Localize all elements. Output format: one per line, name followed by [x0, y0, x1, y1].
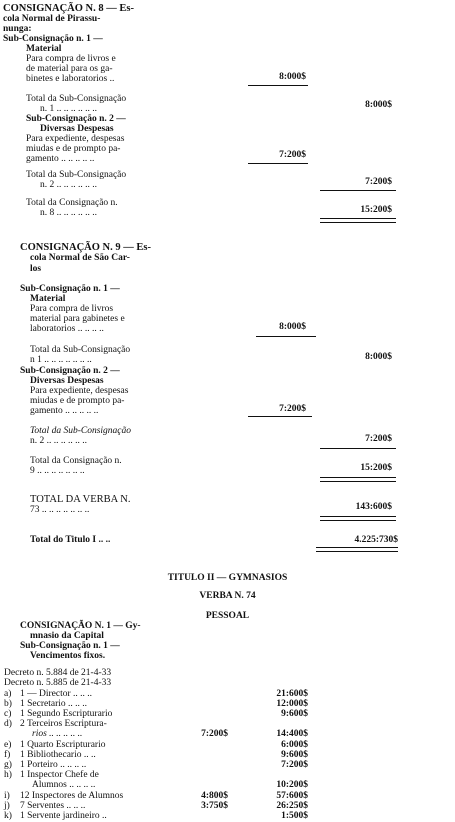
gym-decreto-1: Decreto n. 5.884 de 21-4-33: [4, 668, 112, 678]
gym-item-j-text: 7 Serventes .. .. ..: [20, 801, 86, 811]
gym-item-i-unit: 4:800$: [201, 791, 228, 801]
titulo1-rule-1: [316, 547, 398, 548]
sec9-rule-3: [320, 448, 396, 449]
gym-item-f-text: 1 Bibliothecario .. ..: [20, 750, 96, 760]
sec9-sub2-desc3: gamento .. .. .. .. ..: [30, 406, 99, 416]
sec8-sub1-desc1: Para compra de livros e: [26, 54, 116, 64]
gym-item-j-value: 26:250$: [276, 801, 308, 811]
sec8-sub1-line1: Sub-Consignação n. 1 —: [3, 34, 103, 44]
gym-item-g-text: 1 Porteiro .. .. .. ..: [20, 760, 87, 770]
gym-item-a-value: 21:600$: [276, 689, 308, 699]
gym-item-d-text: 2 Terceiros Escriptura-: [20, 719, 107, 729]
gym-item-a-text: 1 — Director .. .. ..: [20, 689, 93, 699]
sec9-total-sub2-line1: Total da Sub-Consignação: [30, 426, 131, 436]
gym-item-j-letter: j): [4, 801, 10, 811]
gym-item-d-text2: rios .. .. .. .. ..: [32, 729, 83, 739]
gym-item-h-letter: h): [4, 770, 12, 780]
gym-item-i-letter: i): [4, 791, 10, 801]
sec8-total-sub2-value: 7:200$: [365, 177, 392, 187]
gym-item-h-text: 1 Inspector Chefe de: [20, 770, 99, 780]
sec8-sub2-desc3: gamento .. .. .. .. ..: [26, 154, 95, 164]
gym-item-k-letter: k): [4, 811, 12, 821]
gym-item-b-text: 1 Secretario .. .. ..: [20, 699, 88, 709]
verba-total-value: 143:600$: [355, 502, 392, 512]
sec9-sub1-desc2: material para gabinetes e: [30, 314, 125, 324]
gym-item-d-letter: d): [4, 719, 12, 729]
titulo2-heading: TITULO II — GYMNASIOS: [167, 573, 288, 583]
sec9-sub2-desc1: Para expediente, despesas: [30, 386, 129, 396]
sec9-total-sub2-line2: n. 2 .. .. .. .. .. ..: [30, 436, 87, 446]
sec9-sub2-desc2: miudas e de prompto pa-: [30, 396, 125, 406]
sec9-total-sub2-value: 7:200$: [365, 434, 392, 444]
gym-item-c-value: 9:600$: [281, 709, 308, 719]
sec8-sub2-desc2: miudas e de prompto pa-: [26, 144, 121, 154]
titulo1-rule-2: [316, 551, 398, 552]
verba74-heading: VERBA N. 74: [199, 591, 256, 601]
gym-item-a-letter: a): [4, 689, 12, 699]
sec9-heading-line1: CONSIGNAÇÃO N. 9 — Es-: [20, 242, 151, 253]
sec8-sub2-line1: Sub-Consignação n. 2 —: [26, 114, 126, 124]
gym-item-e-value: 6:000$: [281, 740, 308, 750]
gym-item-j-unit: 3:750$: [201, 801, 228, 811]
gym-item-d-value: 14:400$: [276, 729, 308, 739]
sec8-total-sub2-line1: Total da Sub-Consignação: [26, 170, 127, 180]
sec9-sub2-value: 7:200$: [279, 404, 306, 414]
sec8-rule-1: [248, 85, 308, 86]
sec9-rule-4: [320, 477, 396, 478]
gym-item-k-value: 1:500$: [281, 811, 308, 821]
gym-item-d-unit: 7:200$: [201, 729, 228, 739]
sec9-rule-2: [248, 416, 312, 417]
sec9-sub1-desc3: laboratorios .. .. .. ..: [30, 324, 104, 334]
sec9-total-cons-line1: Total da Consignação n.: [30, 456, 122, 466]
sec8-sub1-value: 8:000$: [279, 72, 306, 82]
verba-total-line2: 73 .. .. .. .. .. .. ..: [30, 505, 90, 515]
sec9-sub1-line1: Sub-Consignação n. 1 —: [20, 284, 120, 294]
sec9-heading-line2: cola Normal de São Car-: [30, 253, 130, 263]
gym-item-g-letter: g): [4, 760, 12, 770]
sec8-sub1-desc3: binetes e laboratorios ..: [26, 74, 115, 84]
sec8-sub2-line2: Diversas Despesas: [40, 124, 114, 134]
sec9-heading-line3: los: [30, 264, 42, 274]
sec9-total-sub1-line2: n 1 .. .. .. .. .. .. ..: [30, 355, 92, 365]
sec9-total-cons-line2: 9 .. .. .. .. .. .. ..: [30, 466, 85, 476]
sec8-rule-2: [248, 163, 308, 164]
gym-item-i-value: 57:600$: [276, 791, 308, 801]
gym-heading-line2: mnasio da Capital: [30, 631, 104, 641]
sec8-total-sub2-line2: n. 2 .. .. .. .. .. ..: [40, 180, 97, 190]
sec8-rule-4: [320, 218, 396, 219]
gym-item-i-text: 12 Inspectores de Alumnos: [20, 791, 124, 801]
gym-item-h-value: 10:200$: [276, 780, 308, 790]
sec8-sub2-value: 7:200$: [279, 150, 306, 160]
sec9-rule-5: [320, 481, 396, 482]
sec8-total-cons-line1: Total da Consignação n.: [26, 198, 118, 208]
sec9-total-sub1-value: 8:000$: [365, 352, 392, 362]
sec9-sub2-line1: Sub-Consignação n. 2 —: [20, 366, 120, 376]
sec8-total-cons-value: 15:200$: [360, 205, 392, 215]
gym-item-c-text: 1 Segundo Escripturario: [20, 709, 113, 719]
sec9-total-sub1-line1: Total da Sub-Consignação: [30, 345, 131, 355]
sec9-total-cons-value: 15:200$: [360, 463, 392, 473]
sec8-sub2-desc1: Para expediente, despesas: [26, 134, 125, 144]
sec9-sub1-desc1: Para compra de livros: [30, 304, 114, 314]
sec8-total-cons-line2: n. 8 .. .. .. .. .. ..: [40, 208, 97, 218]
pessoal-heading: PESSOAL: [205, 611, 250, 621]
sec8-heading-line3: nunga:: [3, 24, 32, 34]
sec9-sub1-value: 8:000$: [279, 322, 306, 332]
gym-item-k-text: 1 Servente jardineiro ..: [20, 811, 107, 821]
gym-item-b-value: 12:000$: [276, 699, 308, 709]
sec8-rule-3: [320, 190, 396, 191]
sec8-heading-line2: cola Normal de Pirassu-: [3, 14, 101, 24]
gym-item-e-letter: e): [4, 740, 12, 750]
gym-item-c-letter: c): [4, 709, 12, 719]
titulo1-total-label: Total do Titulo I .. ..: [30, 535, 111, 545]
sec8-sub1-line2: Material: [26, 44, 62, 54]
gym-sub-line2: Vencimentos fixos.: [30, 651, 106, 661]
gym-item-b-letter: b): [4, 699, 12, 709]
sec8-heading-line1: CONSIGNAÇÃO N. 8 — Es-: [3, 3, 134, 14]
gym-item-f-value: 9:600$: [281, 750, 308, 760]
gym-decreto-2: Decreto n. 5.885 de 21-4-33: [4, 678, 112, 688]
titulo1-total-value: 4.225:730$: [354, 535, 398, 545]
gym-item-f-letter: f): [4, 750, 11, 760]
sec9-rule-1: [256, 336, 316, 337]
sec8-rule-5: [320, 222, 396, 223]
sec8-total-sub1-line2: n. 1 .. .. .. .. .. ..: [40, 104, 97, 114]
gym-sub-line1: Sub-Consignação n. 1 —: [20, 641, 120, 651]
gym-item-e-text: 1 Quarto Escripturario: [20, 740, 106, 750]
verba-rule-1: [320, 516, 396, 517]
sec8-total-sub1-value: 8:000$: [365, 100, 392, 110]
sec9-sub1-line2: Material: [30, 294, 66, 304]
sec8-total-sub1-line1: Total da Sub-Consignação: [26, 94, 127, 104]
gym-item-g-value: 7:200$: [281, 760, 308, 770]
verba-total-line1: TOTAL DA VERBA N.: [30, 494, 131, 505]
verba-rule-2: [320, 520, 396, 521]
sec8-sub1-desc2: de material para os ga-: [26, 64, 113, 74]
gym-heading-line1: CONSIGNAÇÃO N. 1 — Gy-: [20, 621, 141, 631]
gym-item-h-text2: Alumnos .. .. .. ..: [32, 780, 96, 790]
sec9-sub2-line2: Diversas Despesas: [30, 376, 104, 386]
